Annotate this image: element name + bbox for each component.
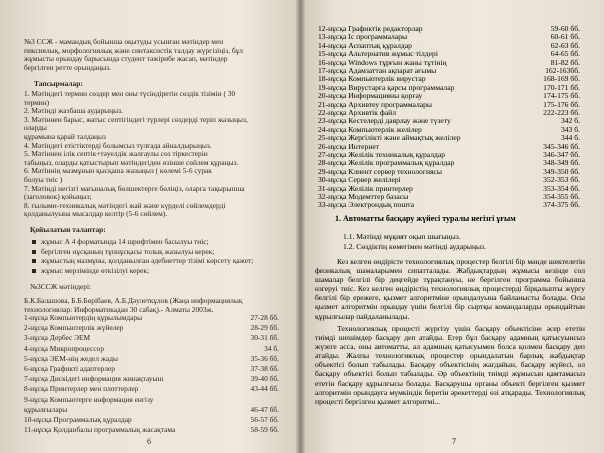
paragraph-1: Кез келген өндірісте технологиялық процестер белгілі бір мәнде шектелетін физикалық шамаларымен сипатталады. Жабдықтардың жұмысы кезінде сол шамалар белгілі бір деңгейде тұрақтануы, не бергілген программа бойынша өзгеруі тиіс. Кез келген өндірістің технологиялық процестерді бірқалыпты жүргу белгілі бір ережеге, қызмет алгоритміне орындалуына байланысты болады. Осы қызмет алгоритмін орындау үшін белгілі бір сыртқы командаларды орындайтын құрылғылар пайдаланылады.	[315, 257, 585, 321]
variant-label: 25-нұсқа Жергілікті және аймақтық желілер	[318, 133, 461, 143]
variant-pages: 348-349 бб.	[543, 158, 580, 168]
variant-label: 22-нұсқа Архивтік файл	[318, 108, 397, 117]
requirement-item: жұмыс А 4 форматында 14 шрифтімен басылуы тиіс;	[32, 238, 209, 247]
intro-line: бергілген ретте орындаңыз.	[24, 62, 112, 72]
variant-pages: 343 б.	[560, 124, 580, 134]
variant-pages: 39-40 бб.	[250, 374, 279, 384]
variant-pages: 374-375 бб.	[543, 200, 580, 210]
task-line: болуы тиіс )	[24, 175, 63, 184]
variant-label: 2-нұсқа Компьютерлік жүйелер	[24, 323, 124, 333]
variant-pages: 222-223 бб.	[543, 108, 580, 117]
task-line: 2. Мәтінді жазбаша аударыңыз.	[24, 106, 123, 116]
bullet-icon	[32, 240, 36, 244]
variant-pages: 170-171 бб.	[543, 82, 580, 92]
variant-pages: 344 б.	[560, 133, 580, 143]
left-page	[0, 0, 300, 453]
variant-label: 23-нұсқа Кестелерді даярлау және түзету	[318, 116, 451, 126]
variant-row	[24, 416, 279, 425]
variant-pages: 64-65 бб.	[550, 49, 580, 59]
variant-label: 30-нұсқа Сервер желілері	[318, 175, 401, 185]
variant-label: 28-нұсқа Желілік программалық құралдар	[318, 158, 455, 168]
task-line: табыңыз, оларды қатыстырып мәтіндегіден өзінше сөйлем құраңыз.	[24, 157, 239, 167]
subsection: 1.1. Мәтінді мұқият оқып шығыңыз.	[343, 232, 461, 241]
paragraph-2: Технологиялық процесті жүргізу үшін басқару объектісіне әсер ететін тиімді шешімдер басқару деп атайды. Егер бұл басқару адамның қатысуынсыз жүзеге асса, оны автоматты, ал адамның қатысуымен болса қолмен басқару деп атайды. Жалпы технологиялық процестер орындалатын барлық жабдықтар объектісі болып табылады. Басқару объектісінің жағдайын, басқару жүйесі, ол басқару объектісі болып табылады. Әр объектінің тиімді жұмысын қамтамасыз ететін басқару құрылғысы болады. Басқарушы органы объекті бергілген қызмет алгоритмін орындауға мүмкіндік беретін әрекеттерді өзі атқарады. Технологиялық процесті бергілген қызмет алгоритмі...	[315, 324, 585, 406]
variant-pages: 28-29 бб.	[250, 323, 279, 333]
intro-line: жұмысты орындау барысында студент тәжірибе жасап, мәтіндер	[24, 54, 228, 64]
variant-pages: 349-350 бб.	[543, 166, 580, 176]
task-line: 6. Мәтіннің мазмұнын қысқаша жазыңыз ( көлемі 5-6 сурак	[24, 166, 212, 176]
variant-pages: 354-355 бб.	[543, 192, 580, 201]
section-title: 1. Автоматты басқару жүйесі туралы негізгі ұғым	[335, 214, 516, 223]
variant-pages: 56-57 бб.	[250, 415, 279, 424]
variant-row	[24, 375, 279, 384]
variant-pages: 168-169 бб.	[543, 74, 580, 84]
book-spine	[296, 0, 305, 453]
requirement-item: жұмыстың мазмұны, қолданылған әдебиеттер тізімі көрсету қажет;	[32, 257, 253, 266]
variant-row	[24, 324, 279, 333]
variant-pages: 162-163бб.	[545, 66, 580, 75]
intro-line: №3 ССЖ - мамандық бойынша оқытуды усынған мәтіндер мен	[24, 37, 224, 46]
variant-pages: 58-59 бб.	[250, 425, 279, 435]
variant-row	[24, 355, 279, 364]
task-line: (заголовок) қойыңыз;	[24, 192, 92, 202]
variant-label: 4-нұсқа Микропроцессор	[24, 343, 105, 353]
variant-label: 8-нұсқа Принтерлер мен плоттерлер	[24, 384, 139, 394]
variant-label: 32-нұсқа Модемттер базасы	[318, 192, 409, 201]
variant-label: 11-нұсқа Қолданбалы программалық жасақтама	[24, 425, 176, 435]
task-line: 3. Мәтіннен барыс, жатыс септігіндегі түрлері сөздерді теріп жазыңыз,	[24, 114, 248, 124]
requirements-heading: Қойылатын талаптар:	[30, 225, 106, 234]
variant-pages: 62-63 бб.	[550, 40, 580, 50]
requirement-item: бергілген нұсқаның тұпнұсқасы толық жазылуы керек;	[32, 248, 214, 257]
task-line: 4. Мәтіндегі етістіктерді болымсыз түлғада айналдырыңыз.	[24, 140, 212, 150]
variant-row	[24, 334, 279, 343]
bullet-icon	[32, 269, 36, 273]
bullet-icon	[32, 259, 36, 263]
variant-label: 7-нұсқа Дискідегі информация жинақтауыш	[24, 374, 164, 384]
variant-label: 26-нұсқа Интернет	[318, 141, 380, 151]
variant-label: құрылғылары	[24, 404, 68, 414]
variant-label: 16-нұсқа Windows тұрғын жаны тұтінің	[318, 57, 447, 67]
page-number-right: 7	[452, 437, 456, 446]
variant-label: 33-нұсқа Электрондық пошта	[318, 200, 415, 210]
variant-label: 21-нұсқа Архивтеу программалары	[318, 99, 433, 109]
variant-row	[24, 365, 279, 374]
bullet-icon	[32, 250, 36, 254]
variant-label: 6-нұсқа Графикті адаптерлер	[24, 364, 115, 373]
variant-pages: 175-176 бб.	[543, 99, 580, 109]
variant-label: 17-нұсқа Адамзаттан ақпарат ағымы	[318, 66, 437, 75]
variant-pages: 346-347 бб.	[543, 150, 580, 159]
requirement-item: жұмыс мерзімінде өткізілуі керек;	[32, 267, 149, 276]
variant-pages: 174-175 бб.	[543, 91, 580, 101]
variant-label: 13-нұсқа Іс программалары	[318, 32, 408, 42]
variant-label: 10-нұсқа Программалық құралдар	[24, 415, 132, 424]
variant-pages: 81-82 бб.	[550, 57, 580, 67]
variant-label: 1-нұсқа Компьютердің құрылымдары	[24, 313, 143, 322]
variant-label: 15-нұсқа Альтернатив жұмыс тілдері	[318, 49, 438, 59]
variant-pages: 43-44 бб.	[250, 384, 279, 394]
subsection: 1.2. Сөздіктің көмегімен мәтінді аударыңыз.	[343, 242, 487, 251]
variant-row	[24, 345, 279, 354]
variant-pages: 60-61 бб.	[550, 32, 580, 42]
variant-label: 24-нұсқа Компьютерлік желілер	[318, 124, 422, 134]
tasks-heading: Тапсырмалар:	[34, 79, 83, 88]
variant-label: 27-нұсқа Желілік техникалық құралдар	[318, 150, 446, 159]
variant-row	[24, 426, 279, 435]
task-line: құрамына қарай талдаңыз	[24, 132, 106, 141]
variant-label: 5-нұсқа ЭЕМ-нің жедел жады	[24, 353, 118, 363]
task-line: 8. гылыми-техникалық мәтіндегі жай және күрделі сөйлемдерді	[24, 200, 226, 210]
variant-row	[318, 200, 580, 209]
variant-label: 31-нұсқа Желілік принтерлер	[318, 183, 413, 193]
variant-pages: 342 б.	[560, 116, 580, 126]
task-line: 5. Мәтіннен ілік септік+тәуелдік жалғаулы сөз тіркестерін	[24, 149, 208, 159]
task-line: 1. Мәтіндегі термин сөздер мен оны түсіндіретін сөздік тізімін ( 30	[24, 89, 236, 98]
source-line: Б.К.Балашова, Б.Б.Бөрібаев, А.Б.Дәулеткұлов (Жаңа информациялық	[24, 296, 243, 305]
variant-label: 14-нұсқа Аспаптық құралдар	[318, 40, 412, 50]
variant-label: 3-нұсқа Дербес ЭЕМ	[24, 333, 91, 343]
variant-label: 9-нұсқа Компьютерге информация енгізу	[24, 394, 154, 404]
variant-pages: 35-36 бб.	[250, 353, 279, 363]
variant-row	[24, 385, 279, 394]
intro-line: пиксиялық, морфологиялық және синтаксистік талдау жүргізіңіз, бұл	[24, 45, 243, 55]
variant-label: 20-нұсқа Информацияны қорғау	[318, 91, 423, 101]
task-line: қолданылуына мысалдар келтір (5-6 сөйлем).	[24, 209, 168, 219]
task-line: 7. Мәтінді негізгі мағыналық бөлшектерге бөліңіз, оларға тақырыпша	[24, 183, 245, 193]
variant-pages: 46-47 бб.	[250, 404, 279, 414]
variant-pages: 353-354 бб.	[543, 183, 580, 193]
page-number-left: 6	[147, 437, 151, 446]
variant-row	[24, 406, 279, 415]
variant-pages: 34 б.	[264, 343, 279, 353]
variant-pages: 345-346 бб.	[543, 141, 580, 151]
variant-pages: 27-28 бб.	[250, 313, 279, 322]
variant-label: 12-нұсқа Графиктік редакторлар	[318, 24, 423, 33]
variant-pages: 30-31 бб.	[250, 333, 279, 343]
task-line: термин)	[24, 97, 50, 107]
variant-row	[24, 314, 279, 323]
variant-pages: 59-60 бб.	[550, 24, 580, 33]
variant-label: 18-нұсқа Компьютерлік вирустар	[318, 74, 426, 84]
variant-label: 19-нұсқа Вирустарға қарсы программалар	[318, 82, 455, 92]
variant-pages: 37-38 бб.	[250, 364, 279, 373]
variant-row	[24, 396, 279, 405]
task-line: оларды	[24, 123, 47, 133]
variant-label: 29-нұсқа Клиент сервер технологиясы	[318, 166, 442, 176]
source-line: технологиялар: Информатикадан 30 сабақ).- Алматы 2003ж.	[24, 304, 214, 314]
texts-heading: №3ССЖ мәтіндері:	[30, 282, 92, 291]
variant-pages: 352-353 бб.	[543, 175, 580, 185]
